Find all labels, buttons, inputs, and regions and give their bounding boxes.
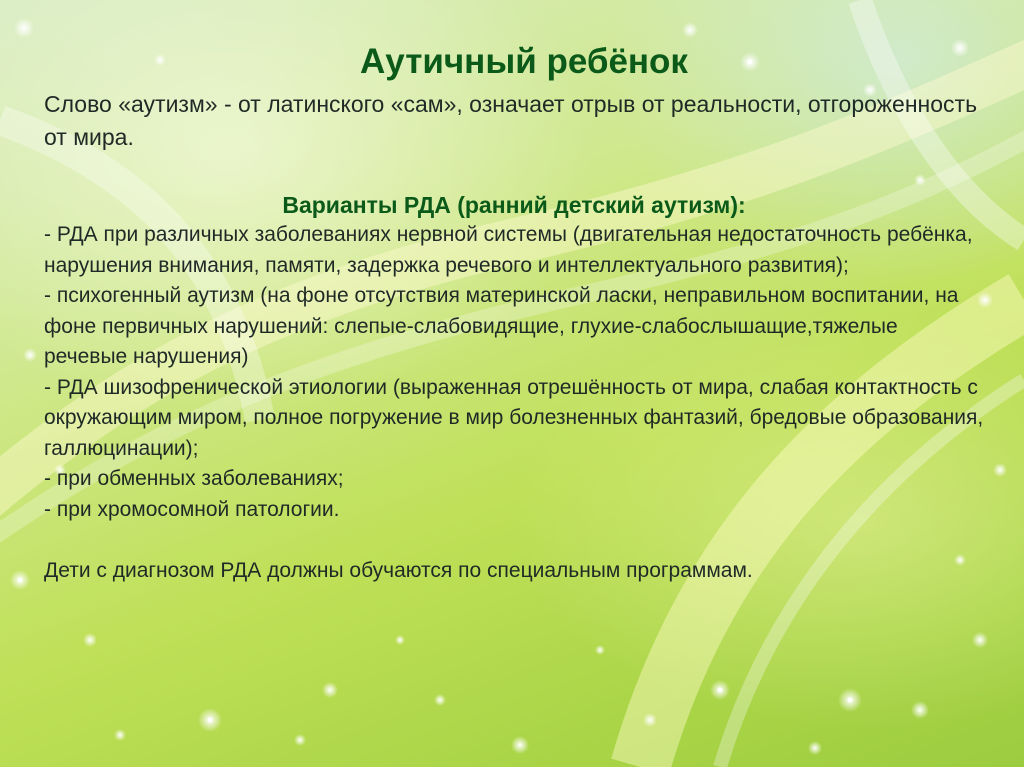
list-item: - психогенный аутизм (на фоне отсутствия материнской ласки, неправильном воспитании, на фоне первичных нарушений: слепые-слабовидящие, глухие-слабослышащие,тяжелые речевые нарушения) [44, 284, 959, 368]
slide-title: Аутичный ребёнок [360, 42, 688, 81]
list-item: - РДА при различных заболеваниях нервной системы (двигательная недостаточность ребёнка, нарушения внимания, памяти, задержка речевого и интеллектуального развития); [44, 223, 973, 277]
list-item: - РДА шизофренической этиологии (выраженная отрешённость от мира, слабая контактность с окружающим миром, полное погружение в мир болезненных фантазий, бредовые образования, галлюцинации); [44, 375, 984, 460]
variants-heading: Варианты РДА (ранний детский аутизм): [282, 192, 746, 218]
list-item: - при обменных заболеваниях; [44, 467, 344, 490]
conclusion-paragraph: Дети с диагнозом РДА должны обучаются по специальным программам. [44, 559, 753, 582]
variants-list [44, 220, 984, 525]
slide-content [44, 40, 984, 586]
list-item: - при хромосомной патологии. [44, 497, 340, 521]
intro-paragraph: Слово «аутизм» - от латинского «сам», означает отрыв от реальности, отгороженность от мира. [44, 91, 978, 150]
